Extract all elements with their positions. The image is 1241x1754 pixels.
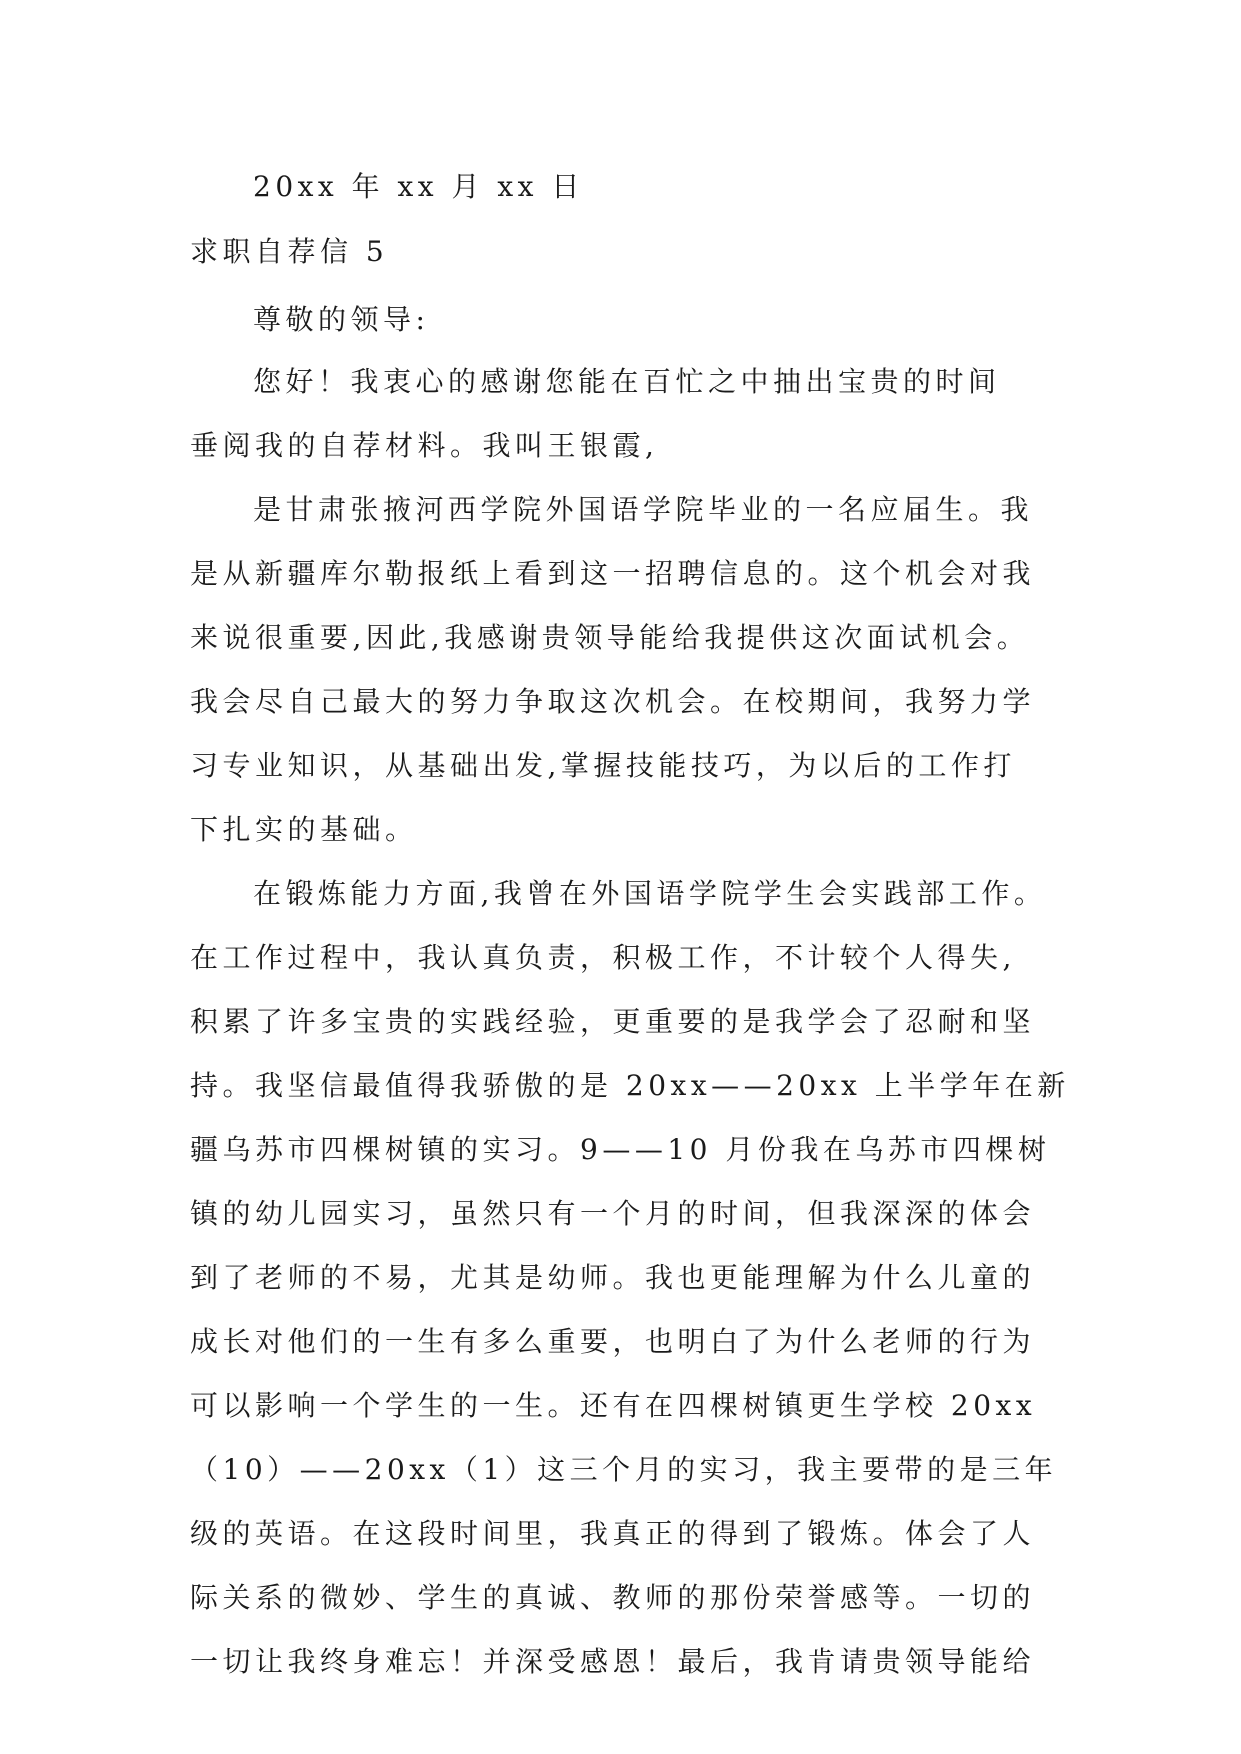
body-line: （10）——20xx（1）这三个月的实习，我主要带的是三年 (190, 1453, 1058, 1486)
body-line: 持。我坚信最值得我骄傲的是 20xx——20xx 上半学年在新 (190, 1069, 1070, 1102)
body-line: 我会尽自己最大的努力争取这次机会。在校期间，我努力学 (190, 685, 1036, 718)
body-line: 积累了许多宝贵的实践经验，更重要的是我学会了忍耐和坚 (190, 1005, 1036, 1038)
body-line: 到了老师的不易，尤其是幼师。我也更能理解为什么儿童的 (190, 1261, 1036, 1294)
body-line: 来说很重要,因此,我感谢贵领导能给我提供这次面试机会。 (190, 621, 1030, 654)
body-line: 级的英语。在这段时间里，我真正的得到了锻炼。体会了人 (190, 1517, 1036, 1550)
body-line: 可以影响一个学生的一生。还有在四棵树镇更生学校 20xx (190, 1389, 1037, 1422)
body-line: 习专业知识，从基础出发,掌握技能技巧，为以后的工作打 (190, 749, 1016, 782)
body-line: 在工作过程中，我认真负责，积极工作，不计较个人得失, (190, 941, 1016, 974)
body-line: 疆乌苏市四棵树镇的实习。9——10 月份我在乌苏市四棵树 (190, 1133, 1051, 1166)
body-line: 一切让我终身难忘！并深受感恩！最后，我肯请贵领导能给 (190, 1645, 1036, 1678)
body-line: 垂阅我的自荐材料。我叫王银霞, (190, 429, 659, 462)
letter-title: 求职自荐信 5 (190, 235, 389, 268)
letter-body (190, 350, 1070, 1694)
body-line: 下扎实的基础。 (190, 813, 418, 846)
body-line: 您好！我衷心的感谢您能在百忙之中抽出宝贵的时间 (253, 365, 1001, 398)
body-line: 镇的幼儿园实习，虽然只有一个月的时间，但我深深的体会 (190, 1197, 1036, 1230)
body-line: 在锻炼能力方面,我曾在外国语学院学生会实践部工作。 (253, 877, 1047, 910)
date-line: 20xx 年 xx 月 xx 日 (253, 170, 584, 203)
salutation: 尊敬的领导: (253, 303, 430, 336)
body-line: 是甘肃张掖河西学院外国语学院毕业的一名应届生。我 (253, 493, 1034, 526)
body-line: 际关系的微妙、学生的真诚、教师的那份荣誉感等。一切的 (190, 1581, 1036, 1614)
body-line: 成长对他们的一生有多么重要，也明白了为什么老师的行为 (190, 1325, 1036, 1358)
body-line: 是从新疆库尔勒报纸上看到这一招聘信息的。这个机会对我 (190, 557, 1036, 590)
